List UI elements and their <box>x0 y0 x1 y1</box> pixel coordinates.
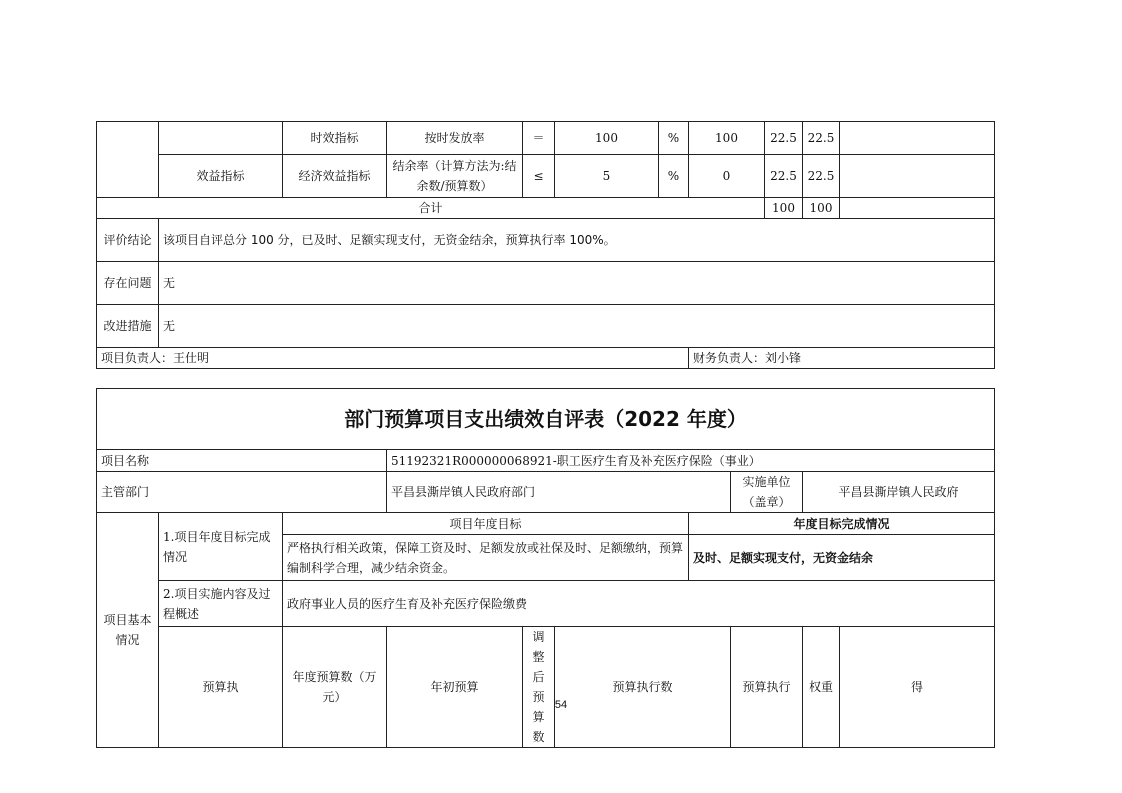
evaluation-text: 该项目自评总分 100 分，已及时、足额实现支付，无资金结余，预算执行率 100%。 <box>159 219 995 262</box>
measures-label: 改进措施 <box>97 305 159 348</box>
score: 22.5 <box>803 122 840 155</box>
indicator-row-timeliness <box>97 122 995 155</box>
budget-col-3: 年初预算 <box>387 627 523 748</box>
dept-name: 平昌县澌岸镇人民政府部门 <box>387 472 731 513</box>
blank-cell <box>159 122 283 155</box>
indicator-table <box>96 121 995 369</box>
target-value: 5 <box>555 155 659 198</box>
unit: % <box>659 122 689 155</box>
measures-row <box>97 305 995 348</box>
project-leader: 项目负责人：王仕明 <box>97 348 689 369</box>
project-name-row <box>97 450 995 472</box>
unit: % <box>659 155 689 198</box>
department-row <box>97 472 995 513</box>
indicator-name: 结余率（计算方法为:结余数/预算数） <box>387 155 523 198</box>
operator: ＝ <box>523 122 555 155</box>
self-evaluation-table <box>96 388 995 748</box>
goal-label: 1.项目年度目标完成情况 <box>159 513 283 581</box>
budget-col-1: 预算执 <box>159 627 283 748</box>
indicator-level3: 经济效益指标 <box>283 155 387 198</box>
budget-col-2: 年度预算数（万元） <box>283 627 387 748</box>
page-number: 54 <box>554 699 568 711</box>
project-name: 51192321R000000068921-职工医疗生育及补充医疗保险（事业） <box>387 450 995 472</box>
goal-header: 项目年度目标 <box>283 513 689 535</box>
blank-cell <box>840 122 995 155</box>
blank-cell <box>840 155 995 198</box>
budget-header-row <box>97 627 995 748</box>
title-row <box>97 389 995 450</box>
total-label: 合计 <box>97 198 765 219</box>
total-row <box>97 198 995 219</box>
budget-col-6: 预算执行 <box>731 627 803 748</box>
goal-text: 严格执行相关政策，保障工资及时、足额发放或社保及时、足额缴纳，预算编制科学合理，减少结余资金。 <box>283 535 689 581</box>
content-text: 政府事业人员的医疗生育及补充医疗保险缴费 <box>283 581 995 627</box>
finance-leader: 财务负责人：刘小锋 <box>689 348 995 369</box>
indicator-level3: 时效指标 <box>283 122 387 155</box>
goal-status-header: 年度目标完成情况 <box>689 513 995 535</box>
evaluation-label: 评价结论 <box>97 219 159 262</box>
goal-status: 及时、足额实现支付，无资金结余 <box>689 535 995 581</box>
actual-value: 0 <box>689 155 765 198</box>
actual-value: 100 <box>689 122 765 155</box>
impl-unit-label: 实施单位（盖章） <box>731 472 803 513</box>
dept-label: 主管部门 <box>97 472 387 513</box>
total-weight: 100 <box>765 198 803 219</box>
blank-cell <box>840 198 995 219</box>
budget-col-7: 权重 <box>803 627 840 748</box>
target-value: 100 <box>555 122 659 155</box>
evaluation-row <box>97 219 995 262</box>
project-name-label: 项目名称 <box>97 450 387 472</box>
indicator-row-economic <box>97 155 995 198</box>
problems-label: 存在问题 <box>97 262 159 305</box>
problems-text: 无 <box>159 262 995 305</box>
measures-text: 无 <box>159 305 995 348</box>
budget-col-8: 得 <box>840 627 995 748</box>
table-title: 部门预算项目支出绩效自评表（2022 年度） <box>97 389 995 450</box>
weight: 22.5 <box>765 155 803 198</box>
signature-row <box>97 348 995 369</box>
impl-unit: 平昌县澌岸镇人民政府 <box>803 472 995 513</box>
budget-col-5: 预算执行数 <box>555 627 731 748</box>
content-label: 2.项目实施内容及过程概述 <box>159 581 283 627</box>
problems-row <box>97 262 995 305</box>
total-score: 100 <box>803 198 840 219</box>
indicator-name: 按时发放率 <box>387 122 523 155</box>
basic-info-label: 项目基本情况 <box>97 513 159 748</box>
weight: 22.5 <box>765 122 803 155</box>
budget-col-4: 调整后预算数 <box>523 627 555 748</box>
goal-header-row <box>97 513 995 535</box>
score: 22.5 <box>803 155 840 198</box>
operator: ≤ <box>523 155 555 198</box>
blank-cell <box>97 122 159 198</box>
content-row <box>97 581 995 627</box>
indicator-level2: 效益指标 <box>159 155 283 198</box>
